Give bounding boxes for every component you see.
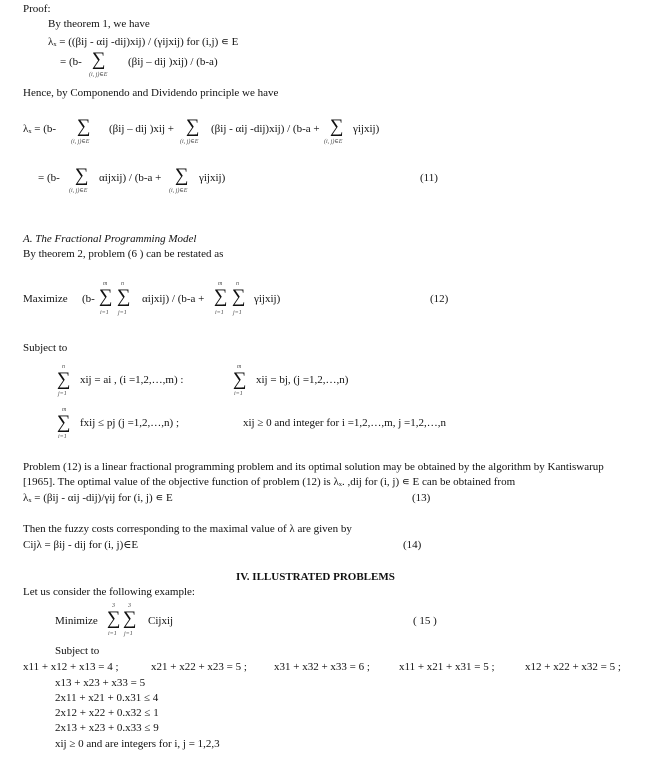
eq11-term-1: αijxij) / (b-a + xyxy=(99,172,162,184)
minimize-label: Minimize xyxy=(55,615,98,627)
sum-upper-limit: m xyxy=(103,281,108,287)
long-eq-term-1: (βij – dij )xij + xyxy=(109,123,174,135)
constraint-row-item: x12 + x22 + x32 = 5 ; xyxy=(525,661,621,673)
constraint-line: xij ≥ 0 and are integers for i, j = 1,2,3 xyxy=(55,738,220,750)
sum-lower-limit: i=1 xyxy=(215,310,224,316)
eq13-number: (13) xyxy=(412,492,431,504)
sum-upper-limit: m xyxy=(62,407,67,413)
summation-sign: ∑ xyxy=(117,286,131,307)
long-eq-term-2: (βij - αij -dij)xij) / (b-a + xyxy=(211,123,320,135)
constraint-line: 2x13 + x23 + 0.x33 ≤ 9 xyxy=(55,722,159,734)
summation-sign: ∑ xyxy=(186,116,200,137)
summation-limit: (i, j)∈E xyxy=(169,188,188,194)
sum-upper-limit: m xyxy=(218,281,223,287)
constraint-3: fxij ≤ pj (j =1,2,…,n) ; xyxy=(80,417,180,429)
sum-lower-limit: j=1 xyxy=(124,631,133,637)
summation-sign: ∑ xyxy=(330,116,344,137)
eq13-text: λₓ = (βij - αij -dij)/γij for (i, j) ∊ E xyxy=(23,492,173,504)
summation-sign: ∑ xyxy=(214,286,228,307)
sum-lower-limit: j=1 xyxy=(118,310,127,316)
constraint-row-item: x11 + x21 + x31 = 5 ; xyxy=(399,661,495,673)
summation-sign: ∑ xyxy=(175,165,189,186)
sum-lower-limit: j=1 xyxy=(58,391,67,397)
sum-upper-limit: 3 xyxy=(128,603,131,609)
maximize-prefix: (b- xyxy=(82,293,95,305)
constraint-4: xij ≥ 0 and integer for i =1,2,…,m, j =1,2,…,n xyxy=(243,417,446,429)
summation-limit: (i, j)∈E xyxy=(71,139,90,145)
summation-sign: ∑ xyxy=(75,165,89,186)
sum-upper-limit: 3 xyxy=(112,603,115,609)
proof-label: Proof: xyxy=(23,3,51,15)
subject-to-label: Subject to xyxy=(55,645,100,657)
summation-sign: ∑ xyxy=(107,608,121,629)
minimize-term: Cijxij xyxy=(148,615,174,627)
eq11-prefix: = (b- xyxy=(38,172,60,184)
constraint-row-item: x21 + x22 + x23 = 5 ; xyxy=(151,661,247,673)
sum-upper-limit: n xyxy=(236,281,239,287)
paragraph-line: Then the fuzzy costs corresponding to the maximal value of λ are given by xyxy=(23,523,352,535)
summation-sign: ∑ xyxy=(123,608,137,629)
maximize-label: Maximize xyxy=(23,293,68,305)
summation-sign: ∑ xyxy=(233,369,247,390)
summation-limit: (i, j)∈E xyxy=(89,72,108,78)
constraint-row-item: x11 + x12 + x13 = 4 ; xyxy=(23,661,119,673)
hence-line: Hence, by Componendo and Dividendo principle we have xyxy=(23,87,279,99)
maximize-term-1: αijxij) / (b-a + xyxy=(142,293,205,305)
sum-lower-limit: i=1 xyxy=(58,434,67,440)
paragraph-line: [1965]. The optimal value of the objective function of problem (12) is λₓ. ,dij for (i, j) ∊ E can be obtained from xyxy=(23,476,516,488)
constraint-line: 2x12 + x22 + 0.x32 ≤ 1 xyxy=(55,707,159,719)
summation-sign: ∑ xyxy=(92,49,106,70)
constraint-line: x13 + x23 + x33 = 5 xyxy=(55,677,146,689)
eq-b-prefix: = (b- xyxy=(60,56,82,68)
proof-intro: By theorem 1, we have xyxy=(48,18,150,30)
subject-to-label: Subject to xyxy=(23,342,68,354)
sum-lower-limit: i=1 xyxy=(234,391,243,397)
summation-sign: ∑ xyxy=(77,116,91,137)
section-a-intro: By theorem 2, problem (6 ) can be restated as xyxy=(23,248,224,260)
eq14-number: (14) xyxy=(403,539,422,551)
lambda-definition: λₓ = ((βij - αij -dij)xij) / (γijxij) for (i,j) ∊ E xyxy=(48,36,239,48)
constraint-2: xij = bj, (j =1,2,…,n) xyxy=(256,374,349,386)
maximize-term-2: γijxij) xyxy=(254,293,281,305)
eq15-number: ( 15 ) xyxy=(413,615,437,627)
sum-upper-limit: m xyxy=(237,364,242,370)
summation-limit: (i, j)∈E xyxy=(180,139,199,145)
section-iv-intro: Let us consider the following example: xyxy=(23,586,195,598)
sum-lower-limit: i=1 xyxy=(108,631,117,637)
constraint-row-item: x31 + x32 + x33 = 6 ; xyxy=(274,661,370,673)
paragraph-line: Problem (12) is a linear fractional programming problem and its optimal solution may be obtained by the algorithm by Kantiswarup xyxy=(23,461,604,473)
section-iv-heading: IV. ILLUSTRATED PROBLEMS xyxy=(236,571,395,583)
sum-upper-limit: n xyxy=(62,364,65,370)
constraint-1: xij = ai , (i =1,2,…,m) : xyxy=(80,374,184,386)
eq11-number: (11) xyxy=(420,172,438,184)
eq11-term-2: γijxij) xyxy=(199,172,226,184)
summation-sign: ∑ xyxy=(57,412,71,433)
long-eq-prefix: λₓ = (b- xyxy=(23,123,57,135)
eq-b-body: (βij – dij )xij) / (b-a) xyxy=(128,56,218,68)
summation-sign: ∑ xyxy=(232,286,246,307)
summation-limit: (i, j)∈E xyxy=(69,188,88,194)
section-a-heading: A. The Fractional Programming Model xyxy=(23,233,197,245)
eq14-text: Cijλ = βij - dij for (i, j)∈E xyxy=(23,539,139,551)
constraint-line: 2x11 + x21 + 0.x31 ≤ 4 xyxy=(55,692,159,704)
sum-lower-limit: j=1 xyxy=(233,310,242,316)
summation-sign: ∑ xyxy=(57,369,71,390)
sum-lower-limit: i=1 xyxy=(100,310,109,316)
summation-limit: (i, j)∈E xyxy=(324,139,343,145)
eq12-number: (12) xyxy=(430,293,449,305)
long-eq-term-3: γijxij) xyxy=(353,123,380,135)
summation-sign: ∑ xyxy=(99,286,113,307)
sum-upper-limit: n xyxy=(121,281,124,287)
